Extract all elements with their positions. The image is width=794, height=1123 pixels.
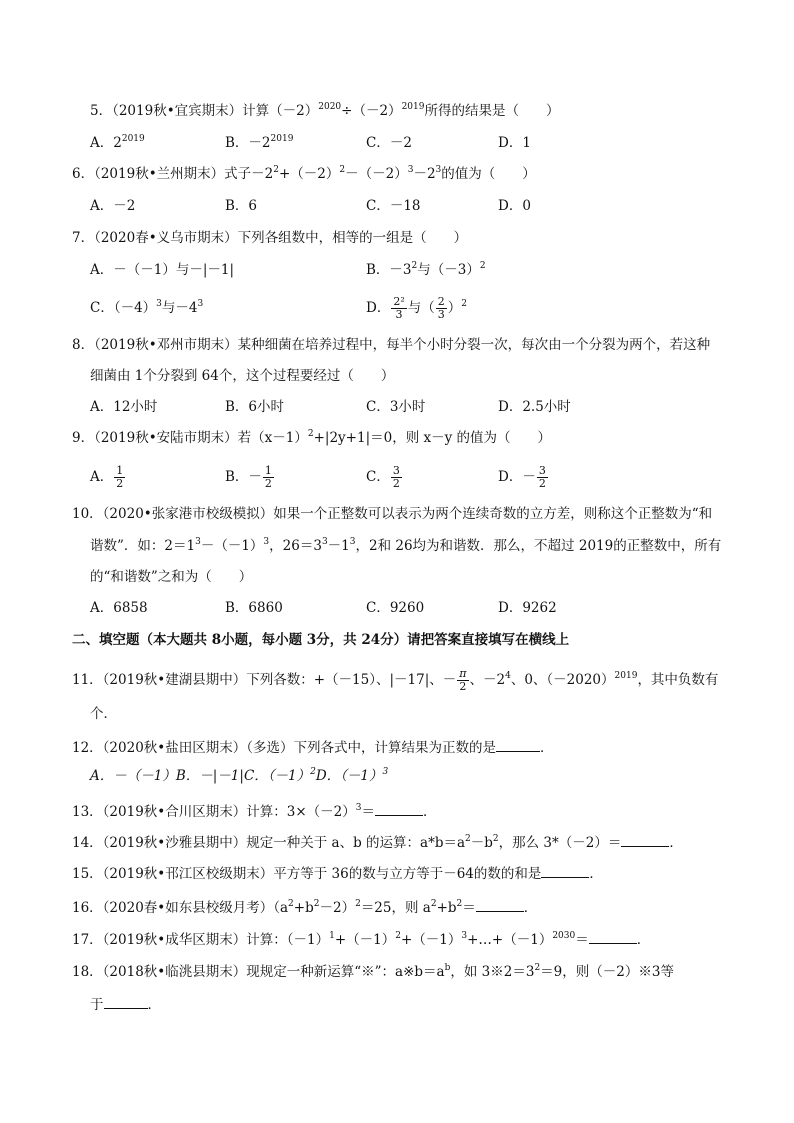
- q17-stem: 17．（2019秋•成华区期末）计算：$(-1)^1+(-1)^2+(-1)^3+\dots+(-1)^{2030}=$ ．: [72, 931, 651, 948]
- answer-blank[interactable]: [496, 737, 540, 752]
- q14-stem: 14．（2019秋•沙雅县期中）规定一种关于 a、b 的运算：$a*b=a^2-b^2$，那么 3*（－2）＝ ．: [72, 834, 683, 851]
- q13-stem: 13．（2019秋•合川区期末）计算：$3\times(-2)^3=$ ．: [72, 803, 437, 820]
- q8-option-b: B．6小时: [225, 399, 285, 415]
- q18-stem-line2: 于 ．: [90, 994, 161, 1015]
- q11-stem: 11．（2019秋•建湖县期中）下列各数：+（－15）、|－17|、－ $\frac{\pi}{2}$ 、$-2^4$、0、$(-2020)^{2019}$，其中负数有: [72, 667, 719, 693]
- fraction: $\frac{1}{2}$: [116, 464, 124, 490]
- answer-blank[interactable]: [104, 994, 148, 1009]
- q18-stem: 18．（2018秋•临洮县期末）现规定一种新运算“※”：$a※b=a^b$，如 $3※2=3^2=9$，则（－2）※3等: [72, 963, 674, 980]
- q5-stem: 5．（2019秋•宜宾期末）计算$(-2)^{2020}\div(-2)^{2019}$所得的结果是（ ）: [90, 102, 560, 119]
- q16-stem: 16．（2020春•如东县校级月考）$(a^2+b^2-2)^2=25$，则 $a^2+b^2=$ ．: [72, 899, 538, 916]
- q6-option-b: B．6: [225, 198, 258, 214]
- fraction: $\frac{3}{2}$: [538, 464, 546, 490]
- q9-option-b: B．－ $\frac{1}{2}$: [225, 464, 272, 490]
- answer-blank[interactable]: [621, 832, 669, 847]
- q10-option-b: B．6860: [225, 600, 283, 616]
- q9-option-c: C． $\frac{3}{2}$: [366, 464, 400, 490]
- q10-option-c: C．9260: [366, 600, 425, 616]
- q7-option-d: D． $\frac{\text{2²}}{3}$ 与（ $\frac{2}{3}$ ）$^2$: [366, 295, 467, 321]
- answer-blank[interactable]: [375, 801, 423, 816]
- section-heading: 二、填空题（本大题共 8小题，每小题 3分，共 24分）请把答案直接填写在横线上: [72, 632, 570, 648]
- q5-option-a: A．$2^{2019}$: [90, 134, 145, 151]
- q8-stem-line2: 细菌由 1个分裂到 64个，这个过程要经过（ ）: [90, 368, 395, 384]
- q5-option-b: B．$-2^{2019}$: [225, 134, 294, 151]
- q10-option-a: A．6858: [90, 600, 148, 616]
- q8-option-d: D．2.5小时: [498, 399, 571, 415]
- q15-stem: 15．（2019秋•邗江区校级期末）平方等于 36的数与立方等于－64的数的和是 ．: [72, 863, 603, 884]
- q5-option-c: C．－2: [366, 135, 412, 151]
- fraction: $\frac{1}{2}$: [264, 464, 272, 490]
- fraction: $\frac{2}{3}$: [437, 295, 445, 321]
- q6-option-a: A．－2: [90, 198, 136, 214]
- q8-stem-line1: 8．（2019秋•邓州市期末）某种细菌在培养过程中，每半个小时分裂一次，每次由一个分裂为两个，若这种: [72, 337, 711, 353]
- q11-stem-line2: 个．: [90, 706, 117, 722]
- q8-option-a: A．12小时: [90, 399, 158, 415]
- q6-stem: 6．（2019秋•兰州期末）式子$-2^2+(-2)^2-(-2)^3-2^3$的值为（ ）: [72, 165, 536, 182]
- fraction: $\frac{\pi}{2}$: [459, 667, 467, 693]
- q12-stem: 12．（2020秋•盐田区期末）（多选）下列各式中，计算结果为正数的是 ．: [72, 737, 554, 758]
- q9-stem: 9．（2019秋•安陆市期末）若$(x-1)^2+|2y+1|=0$，则 x－y 的值为（ ）: [72, 429, 552, 446]
- q10-stem-line3: 的“和谐数”之和为（ ）: [90, 569, 253, 585]
- q9-option-a: A． $\frac{1}{2}$: [90, 464, 124, 490]
- q7-stem: 7．（2020春•义乌市期末）下列各组数中，相等的一组是（ ）: [72, 230, 468, 246]
- q6-option-c: C．－18: [366, 198, 421, 214]
- q6-option-d: D．0: [498, 198, 531, 214]
- q9-option-d: D．－ $\frac{3}{2}$: [498, 464, 546, 490]
- q7-option-b: B．$-3^2$与$(-3)^2$: [366, 261, 486, 278]
- q5-option-d: D．1: [498, 135, 531, 151]
- q10-stem-line2: 谐数”．如：$2=1^3-(-1)^3$，$26=3^3-1^3$，2和 26均为和谐数．那么，不超过 2019的正整数中，所有: [90, 537, 722, 554]
- answer-blank[interactable]: [476, 897, 524, 912]
- q12-options: A．－（－1）B．－|－1|C．$(-1)^2D$．$(-1)^3$: [90, 767, 389, 784]
- q7-option-c: C．$(-4)^3$与$-4^3$: [90, 299, 204, 316]
- q10-stem-line1: 10．（2020•张家港市校级模拟）如果一个正整数可以表示为两个连续奇数的立方差，则称这个正整数为“和: [72, 506, 713, 522]
- q8-option-c: C．3小时: [366, 399, 426, 415]
- answer-blank[interactable]: [541, 863, 589, 878]
- fraction: $\frac{3}{2}$: [392, 464, 400, 490]
- q7-option-a: A．－（－1）与－|－1|: [90, 262, 235, 278]
- fraction: $\frac{\text{2²}}{3}$: [393, 295, 405, 321]
- q10-option-d: D．9262: [498, 600, 557, 616]
- answer-blank[interactable]: [589, 929, 637, 944]
